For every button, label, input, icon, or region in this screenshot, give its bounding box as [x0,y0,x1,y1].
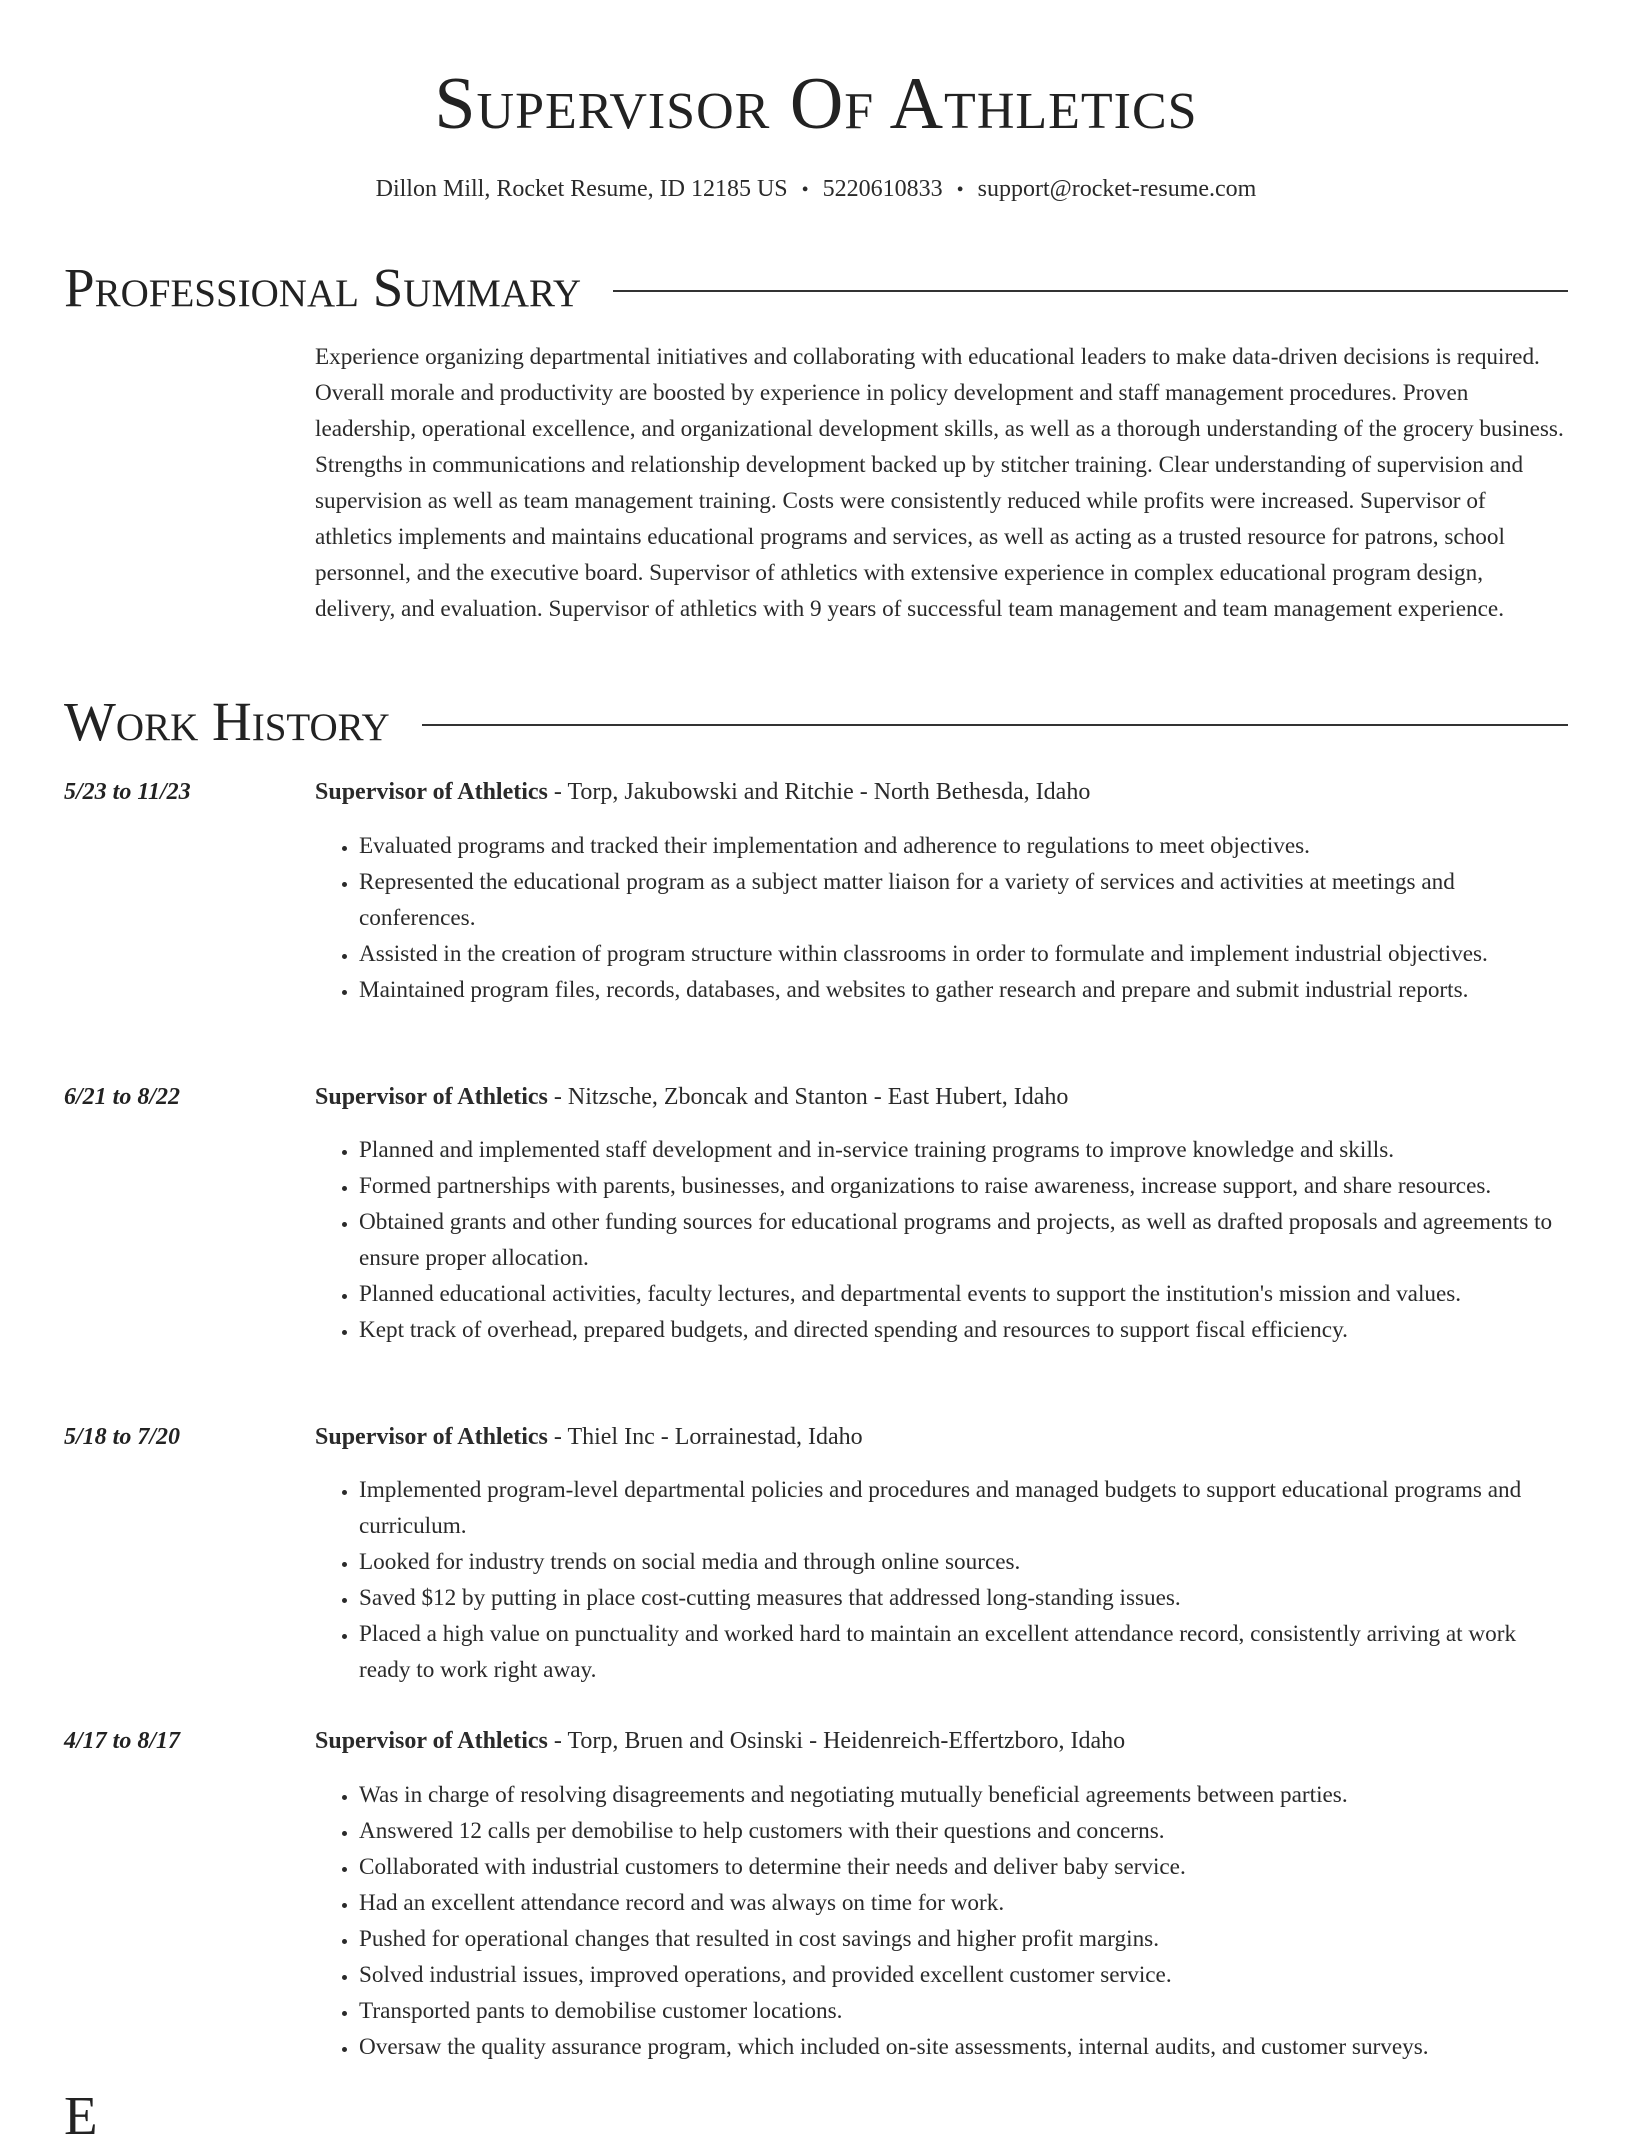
job-bullet: • Kept track of overhead, prepared budgets, and directed spending and resources to support fiscal efficiency. [359,1312,1568,1348]
job-bullet: • Maintained program files, records, databases, and websites to gather research and prepare and submit industrial reports. [359,972,1568,1008]
job-bullet: • Had an excellent attendance record and was always on time for work. [359,1885,1568,1921]
job-details: - Nitzsche, Zboncak and Stanton - East Hubert, Idaho [547,1084,1069,1110]
job-bullet: • Formed partnerships with parents, businesses, and organizations to raise awareness, increase support, and share resources. [359,1168,1568,1204]
job-role: Supervisor of Athletics [315,1084,548,1110]
job-bullet-list [315,1132,1568,1348]
next-section-heading: E [64,2085,98,2146]
job-dates: 6/21 to 8/22 [64,1084,181,1110]
contact-phone: 5220610833 [822,176,943,202]
job-details: - Torp, Jakubowski and Ritchie - North Bethesda, Idaho [547,779,1091,805]
summary-heading: Professional Summary [64,257,582,318]
section-divider [613,290,1568,292]
job-role: Supervisor of Athletics [315,779,548,805]
resume-title: Supervisor Of Athletics [434,63,1198,145]
contact-line [0,173,1632,206]
job-role: Supervisor of Athletics [315,1424,548,1450]
job-bullet: • Pushed for operational changes that resulted in cost savings and higher profit margins. [359,1921,1568,1957]
work-section-header [64,690,1568,754]
job-dates: 5/18 to 7/20 [64,1424,181,1450]
job-bullet-list [315,1777,1568,2065]
job-bullet: • Collaborated with industrial customers to determine their needs and deliver baby service. [359,1849,1568,1885]
job-bullet: • Oversaw the quality assurance program, which included on-site assessments, internal audits, and customer surveys. [359,2029,1568,2065]
job-bullet: • Planned and implemented staff development and in-service training programs to improve knowledge and skills. [359,1132,1568,1168]
job-bullet: • Transported pants to demobilise customer locations. [359,1993,1568,2029]
section-divider [422,724,1568,726]
job-bullet: • Represented the educational program as a subject matter liaison for a variety of services and activities at meetings and conferences. [359,864,1568,936]
job-bullet: • Planned educational activities, faculty lectures, and departmental events to support the institution's mission and values. [359,1276,1568,1312]
job-bullet: • Evaluated programs and tracked their implementation and adherence to regulations to meet objectives. [359,828,1568,864]
job-bullet: • Placed a high value on punctuality and worked hard to maintain an excellent attendance record, consistently arriving at work ready to work right away. [359,1616,1568,1688]
job-bullet: • Solved industrial issues, improved operations, and provided excellent customer service. [359,1957,1568,1993]
job-bullet-list [315,828,1568,1008]
contact-separator: • [801,179,809,201]
job-bullet: • Looked for industry trends on social media and through online sources. [359,1544,1568,1580]
next-section-header [64,2084,1568,2148]
work-heading: Work History [64,691,390,752]
job-bullet: • Was in charge of resolving disagreements and negotiating mutually beneficial agreements between parties. [359,1777,1568,1813]
job-bullet: • Answered 12 calls per demobilise to help customers with their questions and concerns. [359,1813,1568,1849]
job-header [315,1420,1568,1454]
job-bullet: • Obtained grants and other funding sources for educational programs and projects, as well as drafted proposals and agreements to ensure proper allocation. [359,1204,1568,1276]
contact-address: Dillon Mill, Rocket Resume, ID 12185 US [375,176,788,202]
job-bullet: • Assisted in the creation of program structure within classrooms in order to formulate and implement industrial objectives. [359,936,1568,972]
job-header [315,775,1568,809]
summary-text: Experience organizing departmental initiatives and collaborating with educational leaders to make data-driven decisions is required. Overall morale and productivity are boosted by experience in policy development and staff management procedures. Proven leadership, operational excellence, and organizational development skills, as well as a thorough understanding of the grocery business. Strengths in communications and relationship development backed up by stitcher training. Clear understanding of supervision and supervision as well as team management training. Costs were consistently reduced while profits were increased. Supervisor of athletics implements and maintains educational programs and services, as well as acting as a trusted resource for patrons, school personnel, and the executive board. Supervisor of athletics with extensive experience in complex educational program design, delivery, and evaluation. Supervisor of athletics with 9 years of successful team management and team management experience. [315,344,1564,622]
job-bullet-list [315,1472,1568,1688]
job-role: Supervisor of Athletics [315,1728,548,1754]
job-dates: 5/23 to 11/23 [64,779,191,805]
job-details: - Thiel Inc - Lorrainestad, Idaho [547,1424,863,1450]
job-details: - Torp, Bruen and Osinski - Heidenreich-Effertzboro, Idaho [547,1728,1126,1754]
contact-email: support@rocket-resume.com [977,176,1257,202]
job-dates: 4/17 to 8/17 [64,1728,181,1754]
job-header [315,1080,1568,1114]
job-bullet: • Implemented program-level departmental policies and procedures and managed budgets to support educational programs and curriculum. [359,1472,1568,1544]
contact-separator: • [956,179,964,201]
job-bullet: • Saved $12 by putting in place cost-cutting measures that addressed long-standing issues. [359,1580,1568,1616]
job-header [315,1724,1568,1758]
summary-section-header [64,256,1568,320]
